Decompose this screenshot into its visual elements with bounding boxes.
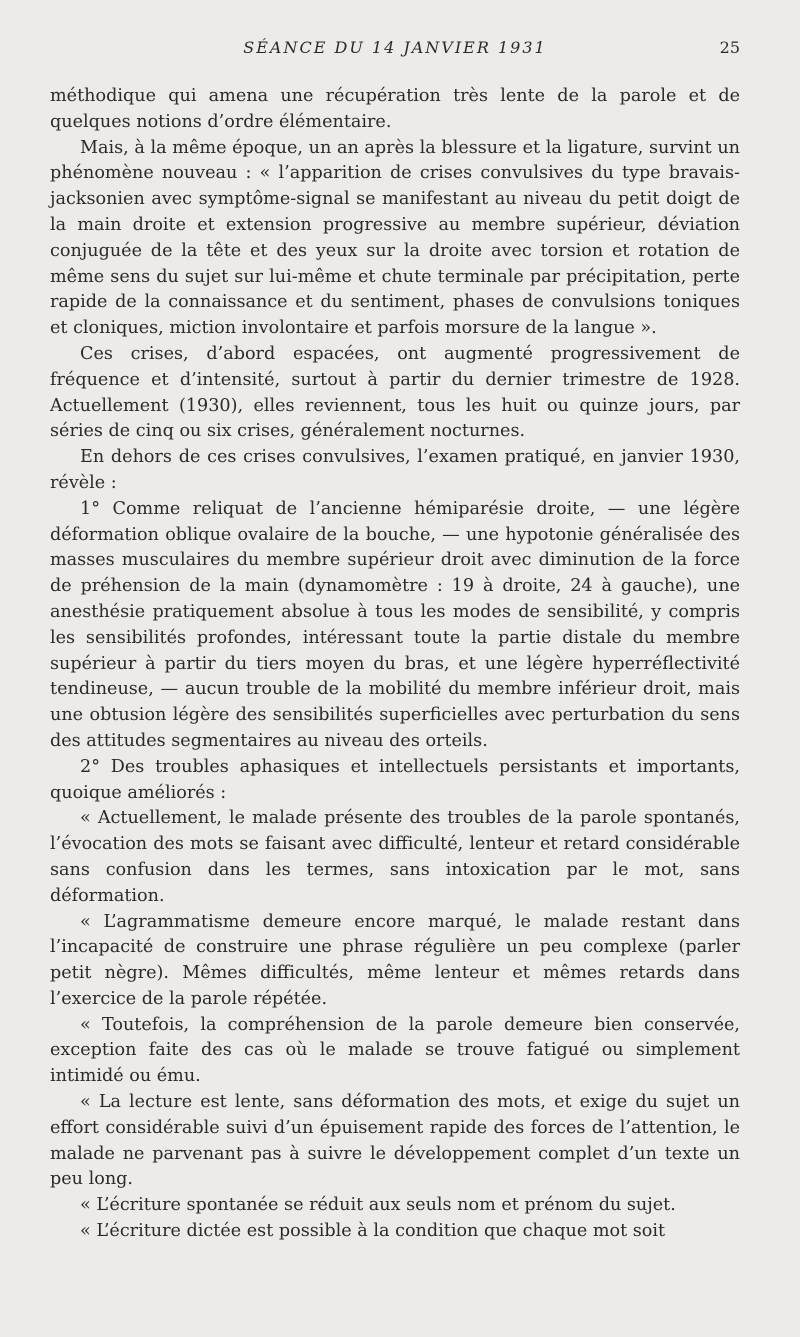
running-title: SÉANCE DU 14 JANVIER 1931 bbox=[243, 38, 547, 57]
body-text bbox=[50, 84, 740, 1245]
paragraph: Mais, à la même époque, un an après la blessure et la ligature, survint un phénomène nouveau : « l’apparition de crises convulsives du type bravais-jacksonien avec symptôme-signal se manifestant au niveau du petit doigt de la main droite et extension progressive au membre supérieur, déviation conjuguée de la tête et des yeux sur la droite avec torsion et rotation de même sens du sujet sur lui-même et chute terminale par précipitation, perte rapide de la connaissance et du sentiment, phases de convulsions toniques et cloniques, miction involontaire et parfois morsure de la langue ». bbox=[50, 137, 740, 339]
paragraph: « Toutefois, la compréhension de la parole demeure bien conservée, exception faite des cas où le malade se trouve fatigué ou simplement intimidé ou ému. bbox=[50, 1014, 740, 1087]
running-header bbox=[50, 38, 740, 68]
paragraph: 1° Comme reliquat de l’ancienne hémiparésie droite, — une légère déformation oblique ovalaire de la bouche, — une hypotonie généralisée des masses musculaires du membre supérieur droit avec diminution de la force de préhension de la main (dynamomètre : 19 à droite, 24 à gauche), une anesthésie pratiquement absolue à tous les modes de sensibilité, y compris les sensibilités profondes, intéressant toute la partie distale du membre supérieur à partir du tiers moyen du bras, et une légère hyperréflectivité tendineuse, — aucun trouble de la mobilité du membre inférieur droit, mais une obtusion légère des sensibilités superficielles avec perturbation du sens des attitudes segmentaires au niveau des orteils. bbox=[50, 498, 740, 751]
paragraph: « L’écriture spontanée se réduit aux seuls nom et prénom du sujet. bbox=[80, 1195, 676, 1216]
paragraph: « La lecture est lente, sans déformation des mots, et exige du sujet un effort considérable suivi d’un épuisement rapide des forces de l’attention, le malade ne parvenant pas à suivre le développement complet d’un texte un peu long. bbox=[50, 1092, 740, 1190]
paragraph: méthodique qui amena une récupération très lente de la parole et de quelques notions d’ordre élémentaire. bbox=[50, 86, 740, 132]
paragraph: 2° Des troubles aphasiques et intellectuels persistants et importants, quoique améliorés : bbox=[50, 756, 740, 803]
paragraph: « L’écriture dictée est possible à la condition que chaque mot soit bbox=[80, 1221, 666, 1242]
page-number: 25 bbox=[719, 38, 740, 57]
paragraph: Ces crises, d’abord espacées, ont augmenté progressivement de fréquence et d’intensité, surtout à partir du dernier trimestre de 1928. Actuellement (1930), elles reviennent, tous les huit ou quinze jours, par séries de cinq ou six crises, généralement nocturnes. bbox=[50, 343, 740, 442]
paragraph: En dehors de ces crises convulsives, l’examen pratiqué, en janvier 1930, révèle : bbox=[50, 447, 740, 493]
paragraph: « Actuellement, le malade présente des troubles de la parole spontanés, l’évocation des mots se faisant avec difficulté, lenteur et retard considérable sans confusion dans les termes, sans intoxication par le mot, sans déformation. bbox=[50, 808, 740, 906]
paragraph: « L’agrammatisme demeure encore marqué, le malade restant dans l’incapacité de construire une phrase régulière un peu complexe (parler petit nègre). Mêmes difficultés, même lenteur et mêmes retards dans l’exercice de la parole répétée. bbox=[50, 911, 740, 1009]
